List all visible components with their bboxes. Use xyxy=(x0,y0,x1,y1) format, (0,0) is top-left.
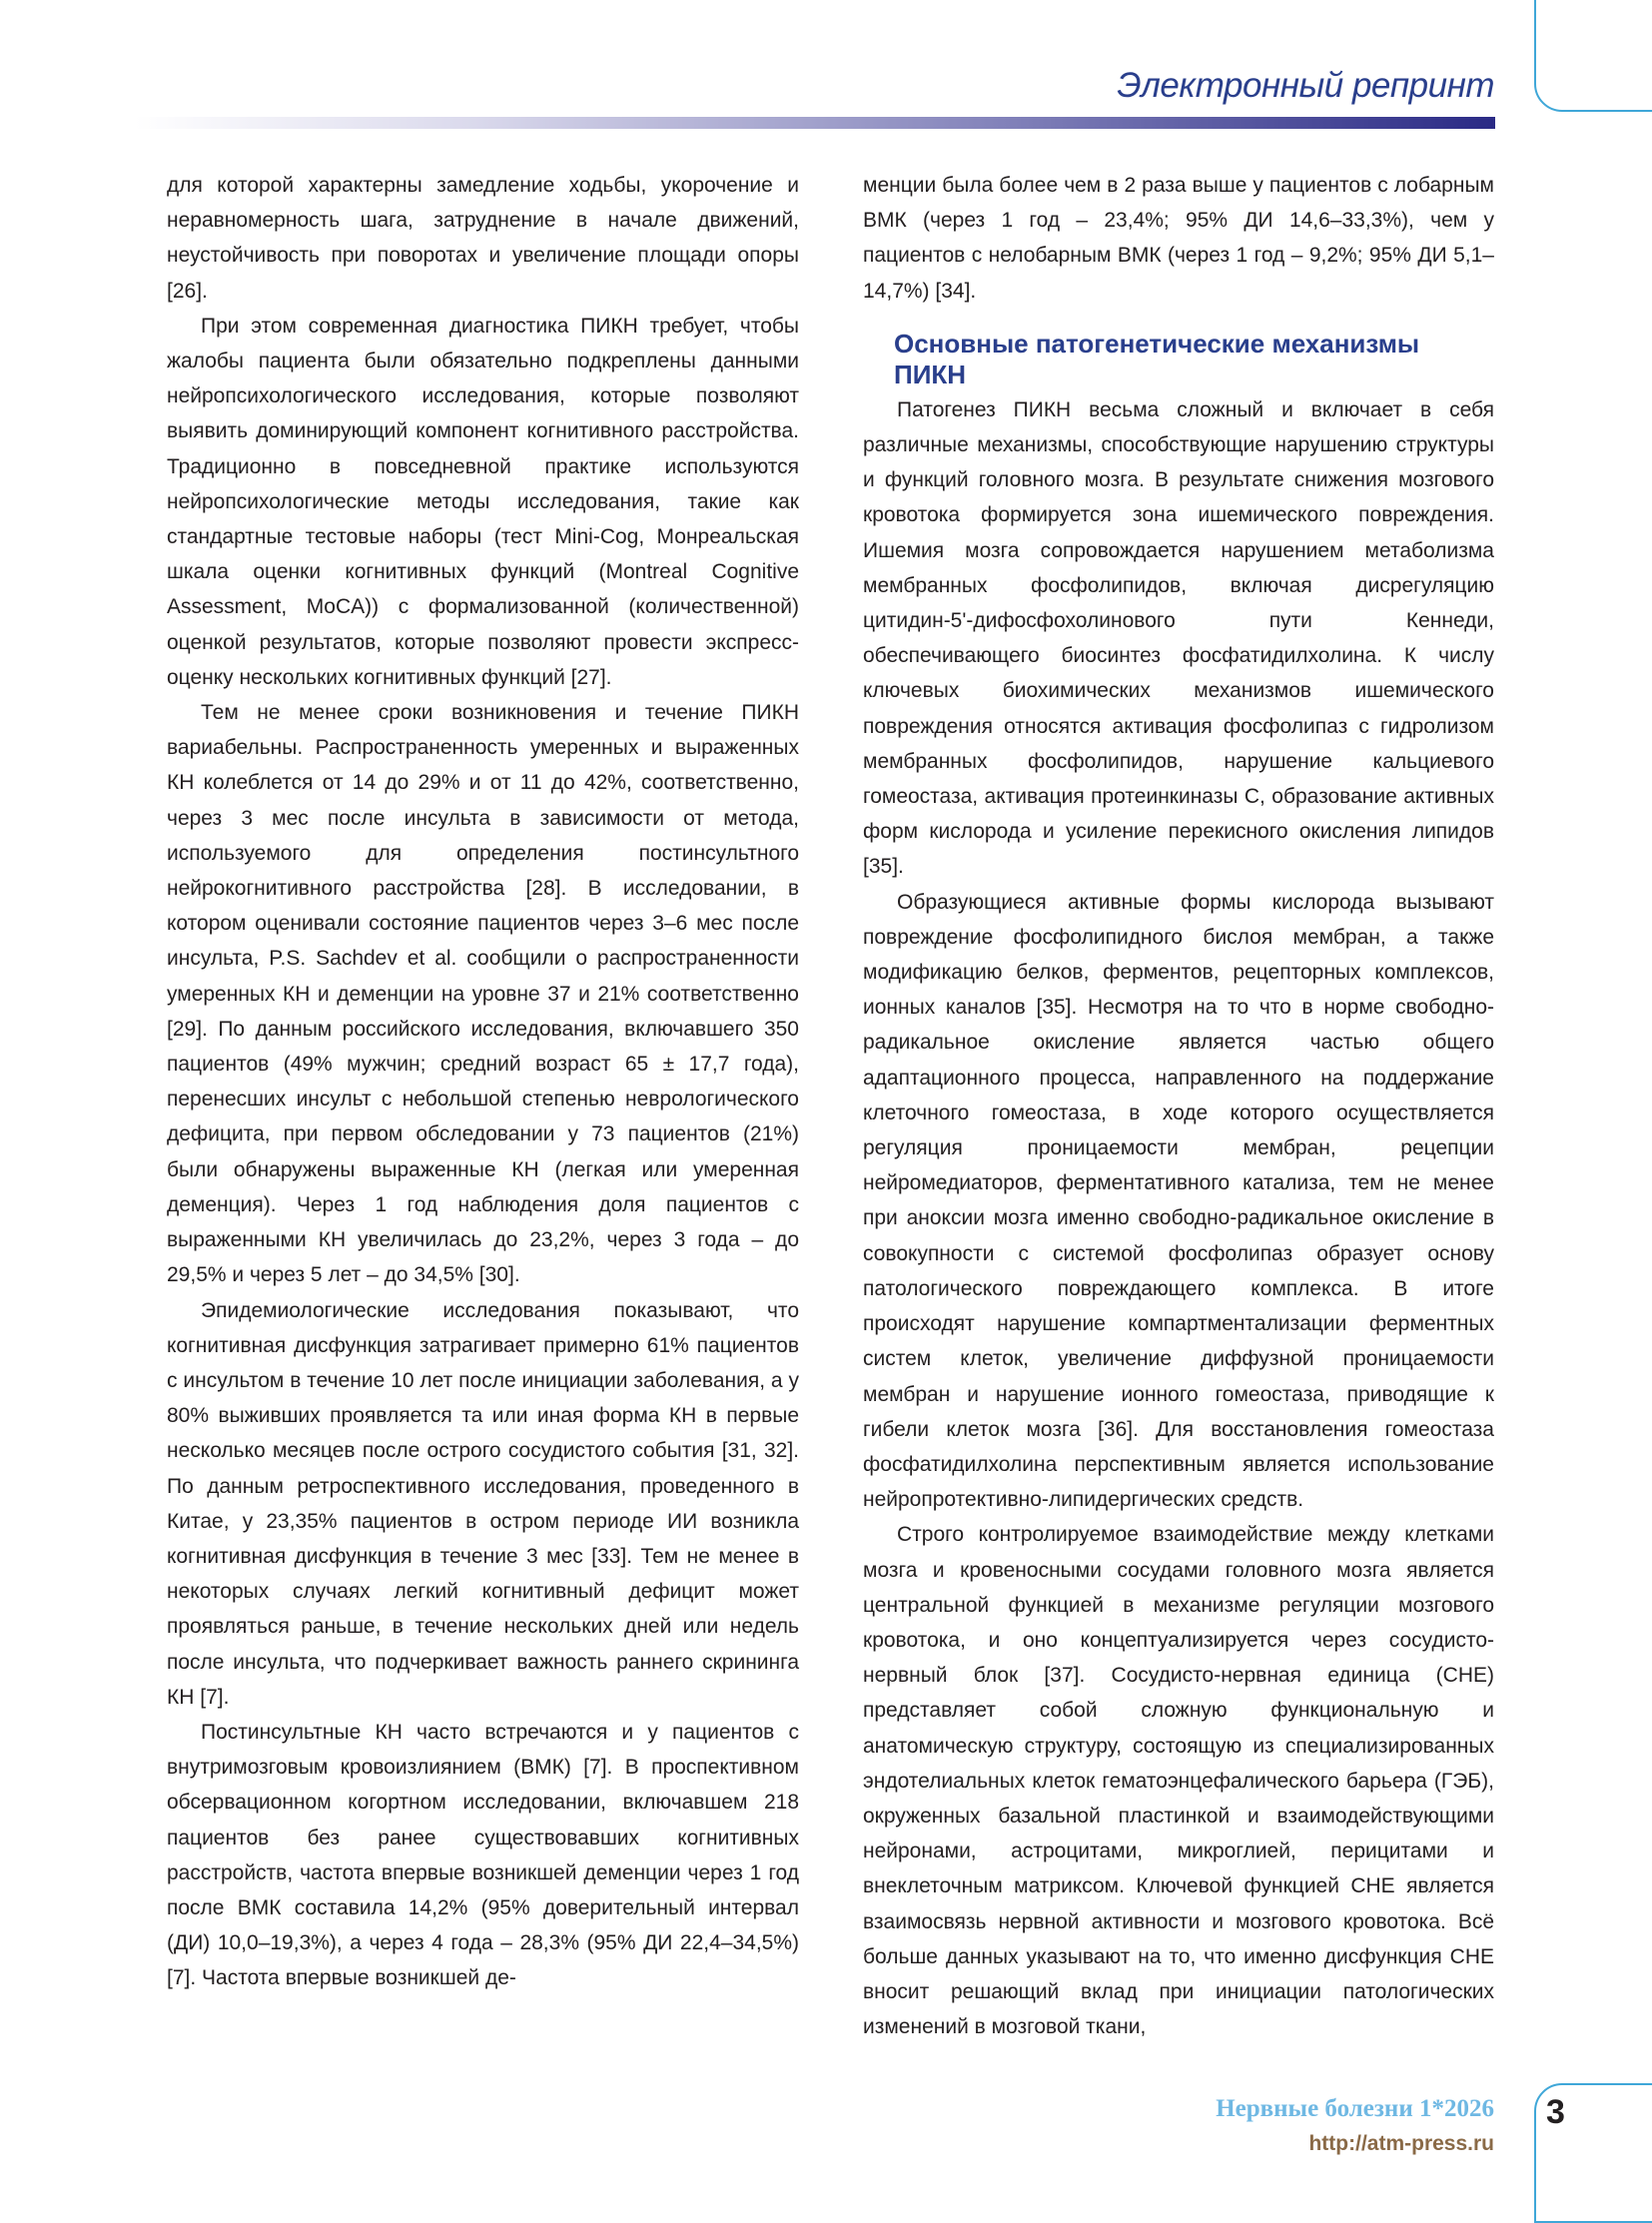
journal-name: Нервные болезни 1*2026 xyxy=(1216,2095,1494,2122)
paragraph: Патогенез ПИКН весьма сложный и включает в себя различные механизмы, способствующие нарушению структуры и функций головного мозга. В результате снижения мозгового кровотока формируется зона ишемического повреждения. Ишемия мозга сопровождается нарушением метаболизма мембранных фосфолипидов, включая дисрегуляцию цитидин-5'-дифосфохолинового пути Кеннеди, обеспечивающего биосинтез фосфатидилхолина. К числу ключевых биохимических механизмов ишемического повреждения относятся активация фосфолипаз с гидролизом мембранных фосфолипидов, нарушение кальциевого гомеостаза, активация протеинкиназы С, образование активных форм кислорода и усиление перекисного окисления липидов [35]. xyxy=(863,397,1494,879)
paragraph: для которой характерны замедление ходьбы, укорочение и неравномерность шага, затруднение в начале движений, неустойчивость при поворотах и увеличение площади опоры [26]. xyxy=(167,174,799,303)
left-column xyxy=(167,168,799,1996)
paragraph: При этом современная диагностика ПИКН требует, чтобы жалобы пациента были обязательно подкреплены данными нейропсихологического исследования, которые позволяют выявить доминирующий компонент когнитивного расстройства. Традиционно в повседневной практике используются нейропсихологические методы исследования, такие как стандартные тестовые наборы (тест Mini-Cog, Монреальская шкала оценки когнитивных функций (Montreal Cognitive Assessment, MoCA)) с формализованной (количественной) оценкой результатов, которые позволяют провести экспресс-оценку нескольких когнитивных функций [27]. xyxy=(167,314,799,689)
header-rule xyxy=(135,117,1495,129)
paragraph: Эпидемиологические исследования показывают, что когнитивная дисфункция затрагивает примерно 61% пациентов с инсультом в течение 10 лет после инициации заболевания, а у 80% выживших проявляется та или иная форма КН в первые несколько месяцев после острого сосудистого события [31, 32]. По данным ретроспективного исследования, проведенного в Китае, у 23,35% пациентов в остром периоде ИИ возникла когнитивная дисфункция в течение 3 мес [33]. Тем не менее в некоторых случаях легкий когнитивный дефицит может проявляться раньше, в течение нескольких дней или недель после инсульта, что подчеркивает важность раннего скрининга КН [7]. xyxy=(167,1298,799,1709)
paragraph: Тем не менее сроки возникновения и течение ПИКН вариабельны. Распространенность умеренных и выраженных КН колеблется от 14 до 29% и от 11 до 42%, соответственно, через 3 мес после инсульта в зависимости от метода, используемого для определения постинсультного нейрокогнитивного расстройства [28]. В исследовании, в котором оценивали состояние пациентов через 3–6 мес после инсульта, P.S. Sachdev et al. сообщили о распространенности умеренных КН и деменции на уровне 37 и 21% соответственно [29]. По данным российского исследования, включавшего 350 пациентов (49% мужчин; средний возраст 65 ± 17,7 года), перенесших инсульт с небольшой степенью неврологического дефицита, при первом обследовании у 73 пациентов (21%) были обнаружены выраженные КН (легкая или умеренная деменция). Через 1 год наблюдения доля пациентов с выраженными КН увеличилась до 23,2%, через 3 года – до 29,5% и через 5 лет – до 34,5% [30]. xyxy=(167,701,799,1287)
journal-url-link[interactable]: http://atm-press.ru xyxy=(1308,2132,1494,2155)
page-number: 3 xyxy=(1546,2093,1565,2131)
header-title: Электронный репринт xyxy=(1117,66,1494,105)
right-column xyxy=(863,168,1494,2044)
paragraph: Образующиеся активные формы кислорода вызывают повреждение фосфолипидного бислоя мембран, а также модификацию белков, ферментов, рецепторных комплексов, ионных каналов [35]. Несмотря на то что в норме свободно-радикальное окисление является частью общего адаптационного процесса, направленного на поддержание клеточного гомеостаза, в ходе которого осуществляется регуляция проницаемости мембран, рецепции нейромедиаторов, ферментативного катализа, тем не менее при аноксии мозга именно свободно-радикальное окисление в совокупности с системой фосфолипаз образует основу патологического повреждающего комплекса. В итоге происходят нарушение компартментализации ферментных систем клеток, увеличение диффузной проницаемости мембран и нарушение ионного гомеостаза, приводящие к гибели клеток мозга [36]. Для восстановления гомеостаза фосфатидилхолина перспективным является использование нейропротективно-липидергических средств. xyxy=(863,890,1494,1512)
section-heading: Основные патогенетические механизмы ПИКН xyxy=(894,328,1420,389)
paragraph: менции была более чем в 2 раза выше у пациентов с лобарным ВМК (через 1 год – 23,4%; 95% ДИ 14,6–33,3%), чем у пациентов с нелобарным ВМК (через 1 год – 9,2%; 95% ДИ 5,1–14,7%) [34]. xyxy=(863,174,1494,303)
paragraph: Постинсультные КН часто встречаются и у пациентов с внутримозговым кровоизлиянием (ВМК) [7]. В проспективном обсервационном когортном исследовании, включавшем 218 пациентов без ранее существовавших когнитивных расстройств, частота впервые возникшей деменции через 1 год после ВМК составила 14,2% (95% доверительный интервал (ДИ) 10,0–19,3%), а через 4 года – 28,3% (95% ДИ 22,4–34,5%) [7]. Частота впервые возникшей де- xyxy=(167,1720,799,1990)
paragraph: Строго контролируемое взаимодействие между клетками мозга и кровеносными сосудами головного мозга является центральной функцией в механизме регуляции мозгового кровотока, и оно концептуализируется через сосудисто-нервный блок [37]. Сосудисто-нервная единица (СНЕ) представляет собой сложную функциональную и анатомическую структуру, состоящую из специализированных эндотелиальных клеток гематоэнцефалического барьера (ГЭБ), окруженных базальной пластинкой и взаимодействующими нейронами, астроцитами, микроглией, перицитами и внеклеточным матриксом. Ключевой функцией СНЕ является взаимосвязь нервной активности и мозгового кровотока. Всё больше данных указывают на то, что именно дисфункция СНЕ вносит решающий вклад при инициации патологических изменений в мозговой ткани, xyxy=(863,1523,1494,2039)
header-corner-tab xyxy=(1534,0,1652,112)
